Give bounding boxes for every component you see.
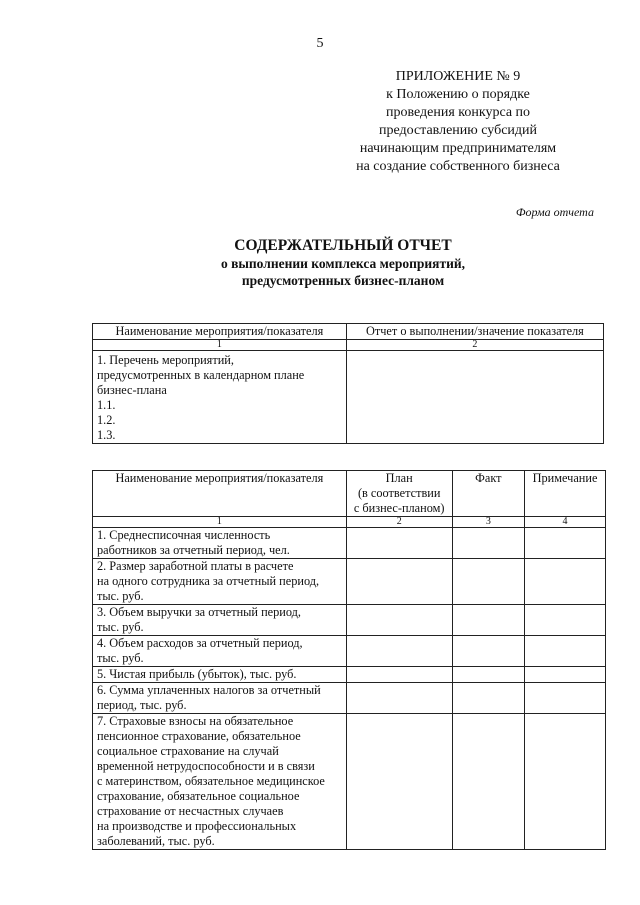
form-label: Форма отчета xyxy=(515,205,594,219)
plan-cell[interactable] xyxy=(346,559,452,605)
table-row xyxy=(93,528,606,559)
column-number: 2 xyxy=(346,340,603,351)
header-line: (в соответствии xyxy=(357,486,441,500)
cell-line: работников за отчетный период, чел. xyxy=(97,543,290,557)
table-row xyxy=(93,605,606,636)
note-cell[interactable] xyxy=(525,636,606,667)
cell-line: на одного сотрудника за отчетный период, xyxy=(97,574,320,588)
page-number: 5 xyxy=(316,36,324,51)
cell-line: с материнством, обязательное медицинское xyxy=(97,774,325,788)
fact-cell[interactable] xyxy=(452,528,524,559)
note-cell[interactable] xyxy=(525,528,606,559)
column-number: 2 xyxy=(346,517,452,528)
note-cell[interactable] xyxy=(525,667,606,683)
indicator-cell xyxy=(93,605,347,636)
table-row xyxy=(93,636,606,667)
appendix-line: на создание собственного бизнеса xyxy=(356,159,560,174)
appendix-header xyxy=(328,68,588,176)
column-number: 1 xyxy=(93,517,347,528)
indicator-cell xyxy=(93,528,347,559)
report-value-cell[interactable] xyxy=(346,351,603,444)
cell-line: страхование от несчастных случаев xyxy=(97,804,284,818)
cell-line: 7. Страховые взносы на обязательное xyxy=(97,714,294,728)
table-row xyxy=(93,667,606,683)
column-header-plan xyxy=(346,471,452,517)
table-row xyxy=(93,559,606,605)
table-row xyxy=(93,351,604,444)
column-number: 3 xyxy=(452,517,524,528)
cell-line: период, тыс. руб. xyxy=(97,698,187,712)
fact-cell[interactable] xyxy=(452,714,524,850)
cell-line: 1. Перечень мероприятий, xyxy=(97,353,234,367)
fact-cell[interactable] xyxy=(452,636,524,667)
header-line: План xyxy=(385,471,413,485)
table-row xyxy=(93,683,606,714)
column-header: Отчет о выполнении/значение показателя xyxy=(346,324,603,340)
indicator-cell xyxy=(93,714,347,850)
fact-cell[interactable] xyxy=(452,667,524,683)
plan-cell[interactable] xyxy=(346,605,452,636)
indicator-cell xyxy=(93,683,347,714)
cell-line: на производстве и профессиональных xyxy=(97,819,297,833)
cell-line: 2. Размер заработной платы в расчете xyxy=(97,559,294,573)
column-number: 4 xyxy=(525,517,606,528)
indicator-cell xyxy=(93,636,347,667)
column-header: Примечание xyxy=(525,471,606,517)
plan-cell[interactable] xyxy=(346,636,452,667)
cell-line: бизнес-плана xyxy=(97,383,167,397)
cell-line: 4. Объем расходов за отчетный период, xyxy=(97,636,303,650)
indicator-cell xyxy=(93,667,347,683)
cell-line: предусмотренных в календарном плане xyxy=(97,368,305,382)
note-cell[interactable] xyxy=(525,559,606,605)
indicators-table xyxy=(92,470,606,850)
plan-cell[interactable] xyxy=(346,667,452,683)
cell-line: 5. Чистая прибыль (убыток), тыс. руб. xyxy=(97,667,297,681)
column-header: Наименование мероприятия/показателя xyxy=(93,324,347,340)
cell-line: 1.1. xyxy=(97,398,116,412)
title-subtitle-line: предусмотренных бизнес-планом xyxy=(241,273,445,288)
column-header: Факт xyxy=(452,471,524,517)
cell-line: тыс. руб. xyxy=(97,620,144,634)
appendix-line: начинающим предпринимателям xyxy=(359,141,557,156)
table-row xyxy=(93,714,606,850)
cell-line: временной нетрудоспособности и в связи xyxy=(97,759,315,773)
fact-cell[interactable] xyxy=(452,605,524,636)
cell-line: социальное страхование на случай xyxy=(97,744,279,758)
cell-line: тыс. руб. xyxy=(97,651,144,665)
plan-cell[interactable] xyxy=(346,714,452,850)
fact-cell[interactable] xyxy=(452,683,524,714)
cell-line: заболеваний, тыс. руб. xyxy=(97,834,215,848)
cell-line: 3. Объем выручки за отчетный период, xyxy=(97,605,301,619)
title-subtitle-line: о выполнении комплекса мероприятий, xyxy=(220,256,466,271)
indicator-cell xyxy=(93,559,347,605)
cell-line: страхование, обязательное социальное xyxy=(97,789,300,803)
cell-line: 1.2. xyxy=(97,413,116,427)
plan-cell[interactable] xyxy=(346,683,452,714)
appendix-line: проведения конкурса по xyxy=(385,105,531,120)
cell-line: 1. Среднесписочная численность xyxy=(97,528,271,542)
column-header: Наименование мероприятия/показателя xyxy=(93,471,347,517)
appendix-line: к Положению о порядке xyxy=(386,87,530,102)
document-title xyxy=(0,236,640,289)
header-line: с бизнес-планом) xyxy=(353,501,445,515)
activities-table xyxy=(92,323,604,444)
note-cell[interactable] xyxy=(525,605,606,636)
activity-list-cell xyxy=(93,351,347,444)
title-main: СОДЕРЖАТЕЛЬНЫЙ ОТЧЕТ xyxy=(234,237,452,254)
appendix-line: предоставлению субсидий xyxy=(378,123,538,138)
cell-line: тыс. руб. xyxy=(97,589,144,603)
appendix-line: ПРИЛОЖЕНИЕ № 9 xyxy=(395,69,521,84)
fact-cell[interactable] xyxy=(452,559,524,605)
cell-line: пенсионное страхование, обязательное xyxy=(97,729,301,743)
column-number: 1 xyxy=(93,340,347,351)
note-cell[interactable] xyxy=(525,683,606,714)
plan-cell[interactable] xyxy=(346,528,452,559)
cell-line: 6. Сумма уплаченных налогов за отчетный xyxy=(97,683,321,697)
note-cell[interactable] xyxy=(525,714,606,850)
cell-line: 1.3. xyxy=(97,428,116,442)
